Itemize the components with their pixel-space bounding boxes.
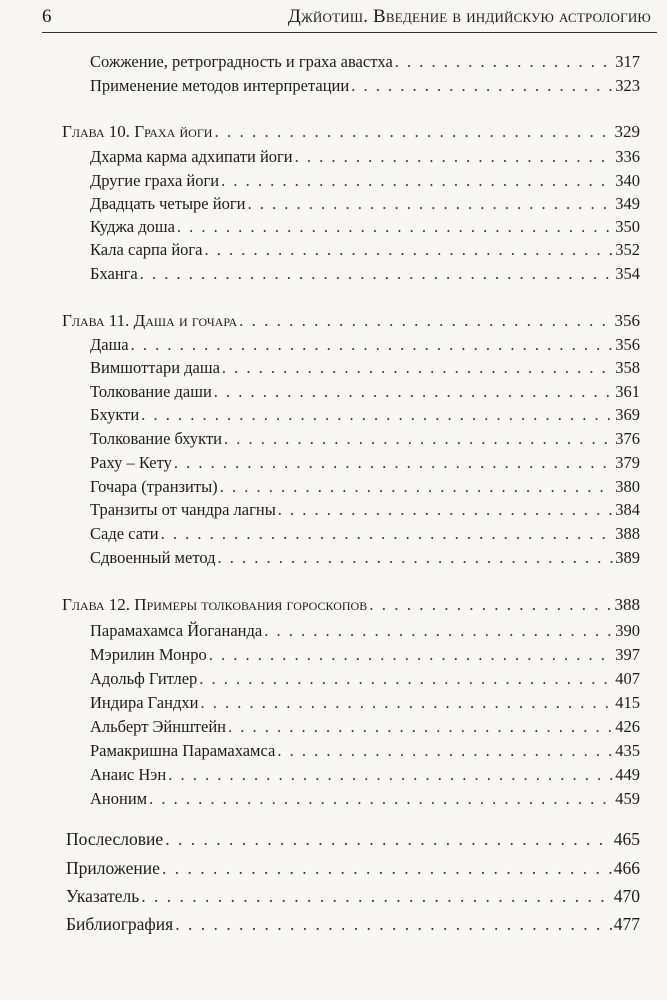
dot-leader <box>220 477 614 497</box>
dot-leader <box>168 765 613 785</box>
dot-leader <box>149 789 613 809</box>
dot-leader <box>174 453 613 473</box>
toc-entry <box>90 765 640 789</box>
dot-leader <box>224 429 613 449</box>
toc-entry-page: 465 <box>613 829 640 849</box>
toc-entry-page: 380 <box>615 477 640 496</box>
running-header <box>0 0 667 28</box>
dot-leader <box>264 621 613 641</box>
toc-entry-page: 435 <box>615 741 640 760</box>
dot-leader <box>161 524 614 544</box>
toc-entry-title: Приложение <box>66 858 160 878</box>
toc-entry-page: 349 <box>615 194 640 213</box>
running-title: Джйотиш. Введение в индийскую астрологию <box>287 6 651 27</box>
toc-entry-title: Аноним <box>90 789 148 808</box>
toc-entry-page: 477 <box>613 914 640 934</box>
toc-entry <box>90 52 640 76</box>
chapter-title: Глава 11. Даша и гочара <box>62 311 238 330</box>
toc-entry <box>90 76 640 100</box>
toc-entry <box>90 717 640 741</box>
toc-entry-title: Транзиты от чандра лагны <box>90 500 276 519</box>
toc-entry <box>90 358 640 382</box>
dot-leader <box>222 358 613 378</box>
toc-entry-title: Сожжение, ретроградность и граха авастха <box>90 52 393 71</box>
chapter-heading <box>62 311 640 335</box>
dot-leader <box>162 858 612 879</box>
dot-leader <box>200 693 613 713</box>
dot-leader <box>199 669 613 689</box>
dot-leader <box>217 548 613 568</box>
toc-entry-page: 352 <box>615 240 640 259</box>
toc-entry-title: Бханга <box>90 264 138 283</box>
dot-leader <box>165 829 612 850</box>
toc-entry-page: 323 <box>615 76 640 95</box>
toc-entry-page: 336 <box>615 147 640 166</box>
toc-entry-title: Анаис Нэн <box>90 765 167 784</box>
toc-entry-title: Парамахамса Йогананда <box>90 621 263 640</box>
toc-entry-title: Индира Гандхи <box>90 693 199 712</box>
chapter-page: 388 <box>614 595 640 614</box>
toc-entry-title: Сдвоенный метод <box>90 548 216 567</box>
chapter-page: 356 <box>614 311 640 330</box>
toc-entry-title: Толкование даши <box>90 382 212 401</box>
toc-entry <box>90 524 640 548</box>
toc-entry <box>90 194 640 218</box>
toc-entry-page: 415 <box>615 693 640 712</box>
toc-entry-page: 397 <box>615 645 640 664</box>
toc-entry <box>90 477 640 501</box>
toc-entry-title: Другие граха йоги <box>90 171 220 190</box>
dot-leader <box>278 500 613 520</box>
toc-entry-page: 361 <box>615 382 640 401</box>
back-matter-entry <box>66 886 640 910</box>
toc-entry-title: Даша <box>90 335 129 354</box>
toc-entry-title: Гочара (транзиты) <box>90 477 218 496</box>
dot-leader <box>295 147 614 167</box>
toc-entry <box>90 171 640 195</box>
chapter-title: Глава 10. Граха йоги <box>62 122 213 141</box>
toc-entry <box>90 669 640 693</box>
dot-leader <box>214 382 613 402</box>
dot-leader <box>131 335 614 355</box>
dot-leader <box>395 52 613 72</box>
header-rule <box>42 32 657 33</box>
toc-entry-title: Применение методов интерпретации <box>90 76 350 95</box>
toc-entry <box>90 264 640 288</box>
toc-entry-page: 388 <box>615 524 640 543</box>
toc-entry <box>90 789 640 813</box>
toc-entry <box>90 621 640 645</box>
toc-entry <box>90 741 640 765</box>
toc-entry-title: Мэрилин Монро <box>90 645 207 664</box>
chapter-heading <box>62 595 640 619</box>
toc-entry-title: Библиография <box>66 914 174 934</box>
dot-leader <box>247 194 613 214</box>
toc-entry-title: Двадцать четыре йоги <box>90 194 246 213</box>
toc-entry-page: 426 <box>615 717 640 736</box>
toc-entry-page: 358 <box>615 358 640 377</box>
dot-leader <box>141 405 613 425</box>
toc-entry-page: 470 <box>613 886 640 906</box>
chapter-heading <box>62 122 640 146</box>
toc-entry-title: Адольф Гитлер <box>90 669 198 688</box>
chapter-title: Глава 12. Примеры толкования гороскопов <box>62 595 368 614</box>
back-matter-entry <box>66 914 640 938</box>
toc-entry-page: 466 <box>613 858 640 878</box>
dot-leader <box>140 264 613 284</box>
toc-entry-page: 407 <box>615 669 640 688</box>
dot-leader <box>277 741 613 761</box>
toc-entry <box>90 645 640 669</box>
toc-entry-page: 354 <box>615 264 640 283</box>
dot-leader <box>351 76 613 96</box>
toc-entry-page: 379 <box>615 453 640 472</box>
toc-entry-page: 390 <box>615 621 640 640</box>
dot-leader <box>214 122 612 142</box>
toc-entry-page: 389 <box>615 548 640 567</box>
toc-entry <box>90 500 640 524</box>
toc-entry-title: Альберт Эйнштейн <box>90 717 226 736</box>
toc-entry-page: 369 <box>615 405 640 424</box>
dot-leader <box>228 717 613 737</box>
toc-entry-title: Вимшоттари даша <box>90 358 220 377</box>
dot-leader <box>175 914 612 935</box>
toc-entry-page: 350 <box>615 217 640 236</box>
toc-entry <box>90 335 640 359</box>
toc-entry-page: 317 <box>615 52 640 71</box>
toc-entry-title: Кала сарпа йога <box>90 240 203 259</box>
dot-leader <box>209 645 614 665</box>
toc-entry <box>90 240 640 264</box>
toc-entry-title: Указатель <box>66 886 140 906</box>
toc-entry-title: Раху – Кету <box>90 453 172 472</box>
toc-entry-title: Бхукти <box>90 405 140 424</box>
dot-leader <box>205 240 614 260</box>
toc-entry-title: Дхарма карма адхипати йоги <box>90 147 293 166</box>
toc-entry <box>90 217 640 241</box>
toc-entry <box>90 548 640 572</box>
page-number: 6 <box>42 6 52 27</box>
toc-entry <box>90 693 640 717</box>
toc-entry-title: Послесловие <box>66 829 164 849</box>
toc-entry <box>90 405 640 429</box>
dot-leader <box>141 886 612 907</box>
toc-entry <box>90 453 640 477</box>
toc-entry-title: Толкование бхукти <box>90 429 223 448</box>
toc-entry <box>90 429 640 453</box>
toc-entry-page: 376 <box>615 429 640 448</box>
toc-entry-title: Саде сати <box>90 524 159 543</box>
toc-entry-page: 384 <box>615 500 640 519</box>
dot-leader <box>239 311 612 331</box>
dot-leader <box>221 171 613 191</box>
back-matter-entry <box>66 829 640 853</box>
toc-entry-page: 340 <box>615 171 640 190</box>
toc-entry <box>90 382 640 406</box>
dot-leader <box>177 217 613 237</box>
toc-entry-page: 459 <box>615 789 640 808</box>
toc-entry <box>90 147 640 171</box>
back-matter-entry <box>66 858 640 882</box>
chapter-page: 329 <box>614 122 640 141</box>
toc-entry-title: Рамакришна Парамахамса <box>90 741 276 760</box>
toc-entry-page: 356 <box>615 335 640 354</box>
dot-leader <box>369 595 612 615</box>
toc-entry-page: 449 <box>615 765 640 784</box>
toc-entry-title: Куджа доша <box>90 217 175 236</box>
